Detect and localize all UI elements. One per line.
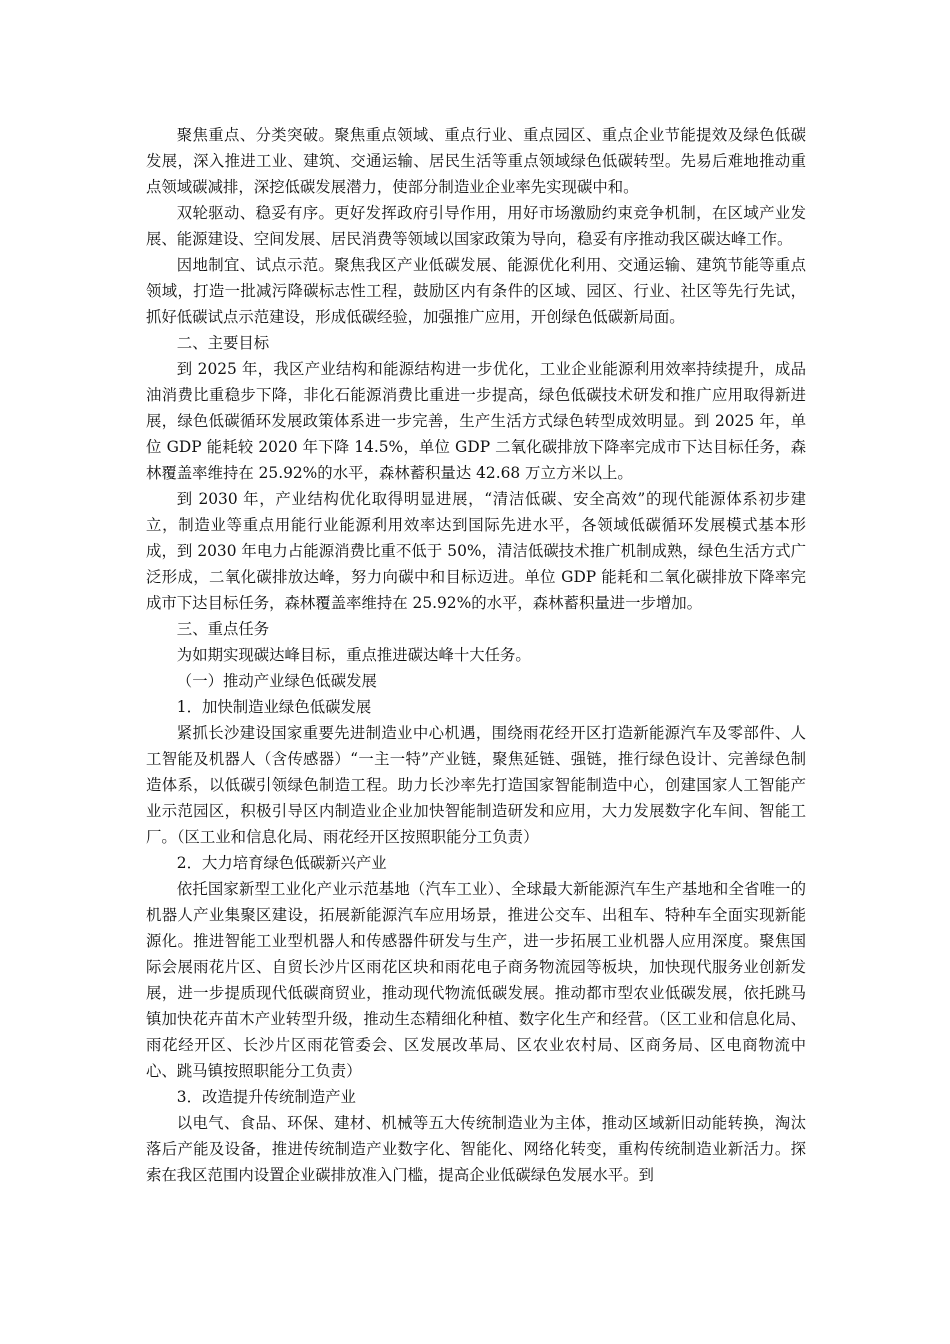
item-heading-emerging-industries: 2．大力培育绿色低碳新兴产业 xyxy=(176,854,387,872)
paragraph-principle-pilot: 因地制宜、试点示范。聚焦我区产业低碳发展、能源优化利用、交通运输、建筑节能等重点领域，打造一批减污降碳标志性工程，鼓励区内有条件的区域、园区、行业、社区等先行先试，抓好低碳试点示范建设，形成低碳经验，加强推广应用，开创绿色低碳新局面。 xyxy=(146,256,806,326)
paragraph-tasks-intro: 为如期实现碳达峰目标，重点推进碳达峰十大任务。 xyxy=(176,646,531,664)
paragraph-traditional-manufacturing: 以电气、食品、环保、建材、机械等五大传统制造业为主体，推动区域新旧动能转换，淘汰落后产能及设备，推进传统制造产业数字化、智能化、网络化转变，重构传统制造业新活力。探索在我区范围内设置企业碳排放准入门槛，提高企业低碳绿色发展水平。到 xyxy=(146,1114,806,1184)
paragraph-principle-focus: 聚焦重点、分类突破。聚焦重点领域、重点行业、重点园区、重点企业节能提效及绿色低碳发展，深入推进工业、建筑、交通运输、居民生活等重点领域绿色低碳转型。先易后难地推动重点领域碳减排，深挖低碳发展潜力，使部分制造业企业率先实现碳中和。 xyxy=(146,126,806,196)
paragraph-emerging-industries: 依托国家新型工业化产业示范基地（汽车工业）、全球最大新能源汽车生产基地和全省唯一的机器人产业集聚区建设，拓展新能源汽车应用场景，推进公交车、出租车、特种车全面实现新能源化。推进智能工业型机器人和传感器件研发与生产，进一步拓展工业机器人应用深度。聚焦国际会展雨花片区、自贸长沙片区雨花区块和雨花电子商务物流园等板块，加快现代服务业创新发展，进一步提质现代低碳商贸业，推动现代物流低碳发展。推动都市型农业低碳发展，依托跳马镇加快花卉苗木产业转型升级，推动生态精细化种植、数字化生产和经营。（区工业和信息化局、雨花经开区、长沙片区雨花管委会、区发展改革局、区农业农村局、区商务局、区电商物流中心、跳马镇按照职能分工负责） xyxy=(146,880,806,1080)
section-heading-key-tasks: 三、重点任务 xyxy=(176,620,270,638)
paragraph-goal-2025: 到 2025 年，我区产业结构和能源结构进一步优化，工业企业能源利用效率持续提升，成品油消费比重稳步下降，非化石能源消费比重进一步提高，绿色低碳技术研发和推广应用取得新进展，绿色低碳循环发展政策体系进一步完善，生产生活方式绿色转型成效明显。到 2025 年，单位 GDP 能耗较 2020 年下降 14.5%，单位 GDP 二氧化碳排放下降率完成市下达目标任务，森林覆盖率维持在 25.92%的水平，森林蓄积量达 42.68 万立方米以上。 xyxy=(146,360,806,482)
paragraph-principle-dual-drive: 双轮驱动、稳妥有序。更好发挥政府引导作用，用好市场激励约束竞争机制，在区域产业发展、能源建设、空间发展、居民消费等领域以国家政策为导向，稳妥有序推动我区碳达峰工作。 xyxy=(146,204,806,248)
item-heading-manufacturing: 1．加快制造业绿色低碳发展 xyxy=(176,698,372,716)
subsection-heading-industry: （一）推动产业绿色低碳发展 xyxy=(176,672,377,690)
document-page xyxy=(146,122,806,1188)
paragraph-manufacturing: 紧抓长沙建设国家重要先进制造业中心机遇，围绕雨花经开区打造新能源汽车及零部件、人工智能及机器人（含传感器）“一主一特”产业链，聚焦延链、强链，推行绿色设计、完善绿色制造体系，以低碳引领绿色制造工程。助力长沙率先打造国家智能制造中心，创建国家人工智能产业示范园区，积极引导区内制造业企业加快智能制造研发和应用，大力发展数字化车间、智能工厂。（区工业和信息化局、雨花经开区按照职能分工负责） xyxy=(146,724,806,846)
item-heading-traditional-manufacturing: 3．改造提升传统制造产业 xyxy=(176,1088,356,1106)
paragraph-goal-2030: 到 2030 年，产业结构优化取得明显进展，“清洁低碳、安全高效”的现代能源体系初步建立，制造业等重点用能行业能源利用效率达到国际先进水平，各领域低碳循环发展模式基本形成，到 2030 年电力占能源消费比重不低于 50%，清洁低碳技术推广机制成熟，绿色生活方式广泛形成，二氧化碳排放达峰，努力向碳中和目标迈进。单位 GDP 能耗和二氧化碳排放下降率完成市下达目标任务，森林覆盖率维持在 25.92%的水平，森林蓄积量进一步增加。 xyxy=(146,490,806,612)
section-heading-main-goals: 二、主要目标 xyxy=(176,334,270,352)
